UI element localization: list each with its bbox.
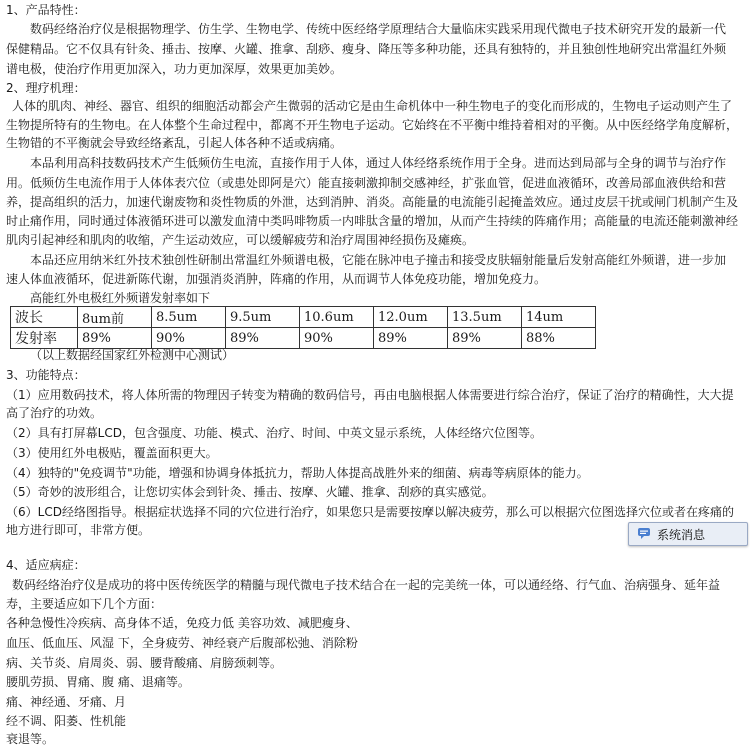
wavelength-cell: 9.5um	[226, 307, 300, 328]
section-1-line: 谱电极，使治疗作用更加深入，功力更加深厚，效果更加美妙。	[6, 62, 343, 76]
section-2-line: 生物提所特有的生物电。在人体整个生命过程中，都离不开生物电子运动。它始终在不平衡中维持着相对的平衡。从中医经络学角度解析，	[6, 118, 739, 132]
section-3-line: （5）奇妙的波形组合，让您切实体会到针灸、捶击、按摩、火罐、推拿、刮痧的真实感觉。	[6, 485, 494, 499]
system-message-label: 系统消息	[657, 528, 706, 542]
table-row	[11, 307, 596, 328]
emissivity-cell: 90%	[152, 328, 226, 349]
section-4-line: 寿，主要适应如下几个方面：	[6, 597, 163, 611]
section-3-line: （4）独特的"免疫调节"功能，增强和协调身体抵抗力，帮助人体提高战胜外来的细菌、病毒等病原体的能力。	[6, 466, 589, 480]
emissivity-cell: 89%	[78, 328, 152, 349]
section-2-line: 本品还应用纳米红外技术独创性研制出常温红外频谱电极，它能在脉冲电子撞击和接受皮肤辐射能量后发射高能红外频谱，进一步加	[30, 253, 727, 267]
table-header-label: 波长	[11, 307, 78, 328]
table-caption: 高能红外电极红外频谱发射率如下	[30, 291, 211, 305]
section-1-title: 1、产品特性：	[6, 3, 86, 17]
section-4-line: 经不调、阳萎、性机能	[6, 714, 127, 728]
section-4-line: 病、关节炎、肩周炎、弱、腰背酸痛、肩膀颈刺等。	[6, 656, 283, 670]
message-bubble-icon	[637, 526, 651, 540]
section-4-title: 4、适应病症：	[6, 558, 86, 572]
section-2-line: 速人体血液循环，促进新陈代谢，加强消炎消肿，阵痛的作用，从而调节人体免疫功能，增加免疫力。	[6, 272, 547, 286]
wavelength-cell: 8um前	[78, 307, 152, 328]
wavelength-cell: 10.6um	[300, 307, 374, 328]
section-2-line: 本品利用高科技数码技术产生低频仿生电流，直接作用于人体，通过人体经络系统作用于全身。进而达到局部与全身的调节与治疗作	[30, 156, 727, 170]
section-3-line: （3）使用红外电极贴，覆盖面积更大。	[6, 446, 218, 460]
emissivity-cell: 89%	[374, 328, 448, 349]
section-3-line: 高了治疗的功效。	[6, 406, 103, 420]
emissivity-cell: 89%	[448, 328, 522, 349]
section-1-line: 保健精品。它不仅具有针灸、捶击、按摩、火罐、推拿、刮痧、瘦身、降压等多种功能，还具有独特的，并且独创性地研究出常温红外频	[6, 42, 727, 56]
emissivity-cell: 90%	[300, 328, 374, 349]
section-2-line: 肌肉引起神经和肌肉的收缩，产生运动效应，可以缓解疲劳和治疗周围神经损伤及瘫痪。	[6, 233, 475, 247]
section-2-title: 2、理疗机理：	[6, 81, 86, 95]
section-3-line: 地方进行即可，非常方便。	[6, 523, 151, 537]
section-3-title: 3、功能特点：	[6, 368, 86, 382]
section-2-line: 养，提高组织的活力，加速代谢废物和炎性物质的外泄，达到消肿、消炎。高能量的电流能引起掩盖效应。通过皮层干扰或闸门机制产生及	[6, 195, 739, 209]
section-2-line: 时止痛作用，同时通过体液循环进可以激发血清中类吗啡物质一内啡肽含量的增加，从而产生持续的阵痛作用；高能量的电流还能刺激神经	[6, 214, 739, 228]
table-note: （以上数据经国家红外检测中心测试）	[30, 348, 235, 362]
system-message-popup[interactable]	[628, 522, 748, 546]
table-row-label: 发射率	[11, 328, 78, 349]
wavelength-cell: 13.5um	[448, 307, 522, 328]
section-4-line: 数码经络治疗仪是成功的将中医传统医学的精髓与现代微电子技术结合在一起的完美统一体，可以通经络、行气血、治病强身、延年益	[12, 578, 721, 592]
wavelength-cell: 14um	[522, 307, 596, 328]
emissivity-table	[10, 306, 596, 349]
table-row	[11, 328, 596, 349]
section-4-line: 血压、低血压、风湿 下，全身疲劳、神经衰产后腹部松弛、消除粉	[6, 636, 358, 650]
section-4-line: 腰肌劳损、胃痛、腹 痛、退痛等。	[6, 675, 190, 689]
section-3-line: （2）具有打屏幕LCD，包含强度、功能、模式、治疗、时间、中英文显示系统，人体经络穴位图等。	[6, 426, 542, 440]
section-2-line: 人体的肌肉、神经、器官、组织的细胞活动都会产生微弱的活动它是由生命机体中一种生物电子的变化而形成的，生物电子运动则产生了	[12, 99, 733, 113]
section-2-line: 用。低频仿生电流作用于人体体表穴位（或患处即阿是穴）能直接刺激抑制交感神经，扩张血管，促进血液循环，改善局部血液供给和营	[6, 176, 727, 190]
emissivity-cell: 89%	[226, 328, 300, 349]
section-3-line: （1）应用数码技术，将人体所需的物理因子转变为精确的数码信号，再由电脑根据人体需要进行综合治疗，保证了治疗的精确性，大大提	[6, 388, 734, 402]
section-4-line: 痛、神经通、牙痛、月	[6, 695, 127, 709]
section-4-line: 衰退等。	[6, 732, 55, 746]
wavelength-cell: 12.0um	[374, 307, 448, 328]
section-4-line: 各种急慢性冷疾病、高身体不适，免疫力低 美容功效、减肥瘦身、	[6, 616, 358, 630]
section-2-line: 生物错的不平衡就会导致经络紊乱，引起人体各种不适或病痛。	[6, 136, 343, 150]
emissivity-cell: 88%	[522, 328, 596, 349]
section-1-line: 数码经络治疗仪是根据物理学、仿生学、生物电学、传统中医经络学原理结合大量临床实践采用现代微电子技术研究开发的最新一代	[30, 22, 727, 36]
section-3-line: （6）LCD经络图指导。根据症状选择不同的穴位进行治疗，如果您只是需要按摩以解决疲劳，那么可以根据穴位图选择穴位或者在疼痛的	[6, 505, 734, 519]
wavelength-cell: 8.5um	[152, 307, 226, 328]
